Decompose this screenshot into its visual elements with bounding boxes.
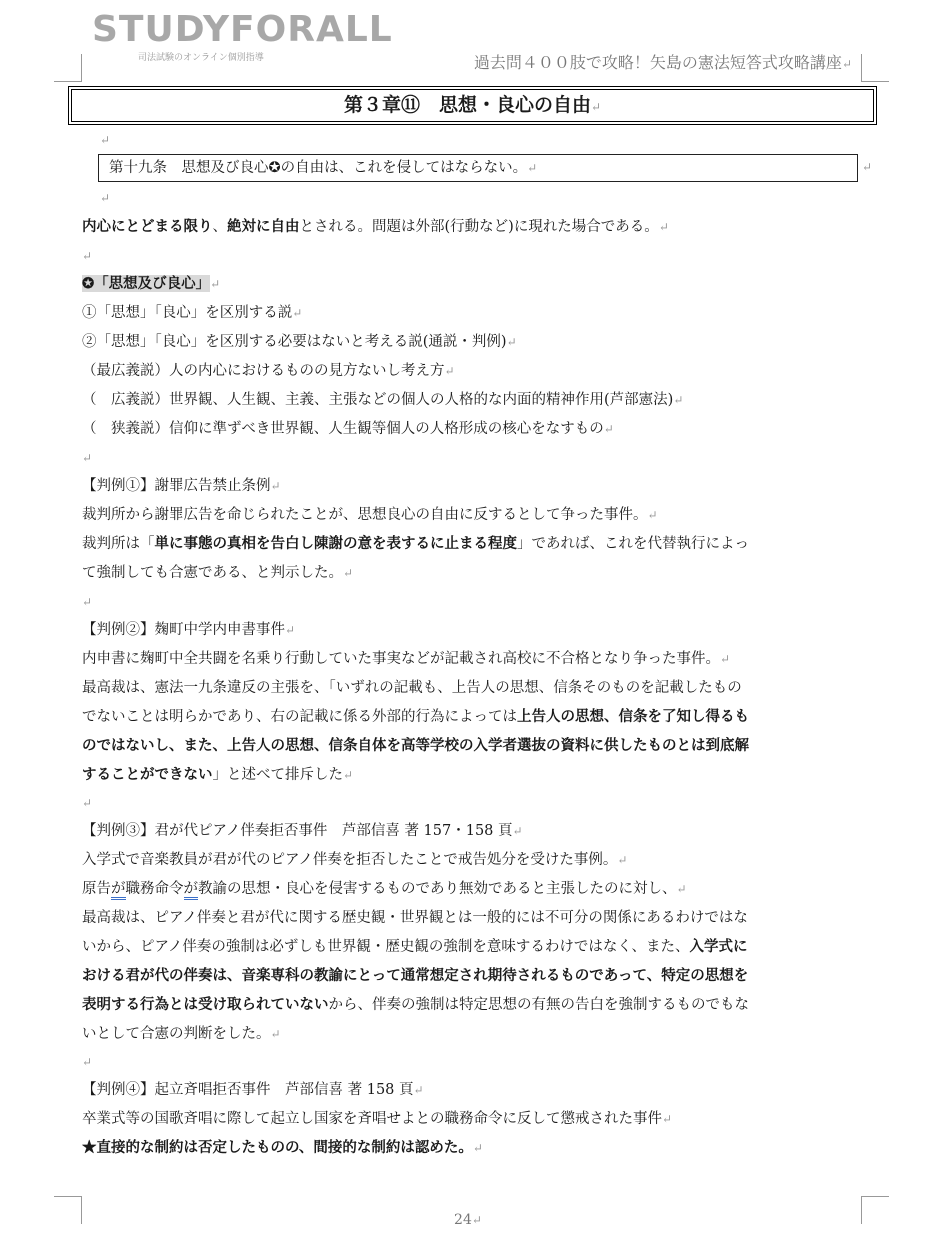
case-4-text: ★直接的な制約は否定したものの、間接的な制約は認めた。↵ bbox=[82, 1139, 483, 1156]
article-19-box: 第十九条 思想及び良心✪の自由は、これを侵してはならない。↵ bbox=[98, 154, 858, 182]
case-4-text: 卒業式等の国歌斉唱に際して起立し国家を斉唱せよとの職務命令に反して懲戒された事件↵ bbox=[82, 1111, 673, 1127]
case-1-text: 裁判所から謝罪広告を命じられたことが、思想良心の自由に反するとして争った事件。↵ bbox=[82, 507, 658, 523]
case-3-text: いとして合憲の判断をした。↵ bbox=[82, 1026, 281, 1042]
empty-line: ↵ bbox=[82, 595, 93, 609]
case-2-text: 内申書に麹町中全共闘を名乗り行動していた事実などが記載され高校に不合格となり争った事件。↵ bbox=[82, 651, 731, 667]
case-1-text: て強制しても合憲である、と判示した。↵ bbox=[82, 565, 354, 581]
theory-item: ②「思想」「良心」を区別する必要はないと考える説(通説・判例)↵ bbox=[82, 334, 517, 350]
empty-line: ↵ bbox=[82, 451, 93, 465]
crop-mark-top-left bbox=[54, 54, 82, 82]
theory-item: （ 狭義説）信仰に準ずべき世界観、人生観等個人の人格形成の核心をなすもの↵ bbox=[82, 421, 614, 437]
chapter-title-box: 第３章⑪ 思想・良心の自由↵ bbox=[68, 86, 877, 125]
case-3-text: おける君が代の伴奏は、音楽専科の教諭にとって通常想定され期待されるものであって、特定の思想を bbox=[82, 967, 749, 984]
article-19-text: 第十九条 思想及び良心✪の自由は、これを侵してはならない。 bbox=[109, 160, 528, 176]
case-2-text: のではないし、また、上告人の思想、信条自体を高等学校の入学者選抜の資料に供したものとは到底解 bbox=[82, 737, 749, 754]
page-number: 24↵ bbox=[454, 1212, 482, 1228]
case-3-text: 原告が職務命令が教諭の思想・良心を侵害するものであり無効であると主張したのに対し、↵ bbox=[82, 877, 687, 901]
case-4-title: 【判例④】起立斉唱拒否事件 芦部信喜 著 158 頁↵ bbox=[82, 1082, 424, 1098]
logo-subtitle: 司法試験のオンライン個別指導 bbox=[138, 53, 264, 63]
intro-line: 内心にとどまる限り、絶対に自由とされる。問題は外部(行動など)に現れた場合である。↵ bbox=[82, 218, 669, 235]
case-3-title: 【判例③】君が代ピアノ伴奏拒否事件 芦部信喜 著 157・158 頁↵ bbox=[82, 823, 523, 839]
case-3-text: 入学式で音楽教員が君が代のピアノ伴奏を拒否したことで戒告処分を受けた事例。↵ bbox=[82, 852, 628, 868]
crop-mark-top-right bbox=[861, 54, 889, 82]
case-2-title: 【判例②】麹町中学内申書事件↵ bbox=[82, 622, 296, 638]
course-title: 過去問４００肢で攻略！矢島の憲法短答式攻略講座↵ bbox=[473, 53, 852, 72]
theory-item: （最広義説）人の内心におけるものの見方ないし考え方↵ bbox=[82, 363, 455, 379]
paragraph-mark: ↵ bbox=[862, 160, 873, 174]
section-heading: ✪「思想及び良心」↵ bbox=[82, 275, 221, 292]
empty-line: ↵ bbox=[82, 249, 93, 263]
case-3-text: 表明する行為とは受け取られていないから、伴奏の強制は特定思想の有無の告白を強制するものでもな bbox=[82, 996, 749, 1013]
case-2-text: でないことは明らかであり、右の記載に係る外部的行為によっては上告人の思想、信条を了知し得るも bbox=[82, 708, 749, 725]
case-1-text: 裁判所は「単に事態の真相を告白し陳謝の意を表するに止まる程度」であれば、これを代替執行によっ bbox=[82, 535, 749, 552]
empty-line: ↵ bbox=[82, 1055, 93, 1069]
case-3-text: いから、ピアノ伴奏の強制は必ずしも世界観・歴史観の強制を意味するわけではなく、また、入学式に bbox=[82, 938, 748, 955]
case-1-title: 【判例①】謝罪広告禁止条例↵ bbox=[82, 478, 281, 494]
case-3-text: 最高裁は、ピアノ伴奏と君が代に関する歴史観・世界観とは一般的には不可分の関係にあるわけではな bbox=[82, 910, 748, 926]
case-2-text: 最高裁は、憲法一九条違反の主張を、「いずれの記載も、上告人の思想、信条そのものを記載したもの bbox=[82, 680, 742, 696]
studyforall-logo: STUDYFORALL bbox=[92, 9, 393, 50]
theory-item: （ 広義説）世界観、人生観、主義、主張などの個人の人格的な内面的精神作用(芦部憲法)↵ bbox=[82, 392, 684, 408]
empty-line: ↵ bbox=[82, 796, 93, 810]
case-2-text: することができない」と述べて排斥した↵ bbox=[82, 766, 354, 783]
chapter-title: 第３章⑪ 思想・良心の自由 bbox=[343, 94, 591, 116]
theory-item: ①「思想」「良心」を区別する説↵ bbox=[82, 305, 303, 321]
